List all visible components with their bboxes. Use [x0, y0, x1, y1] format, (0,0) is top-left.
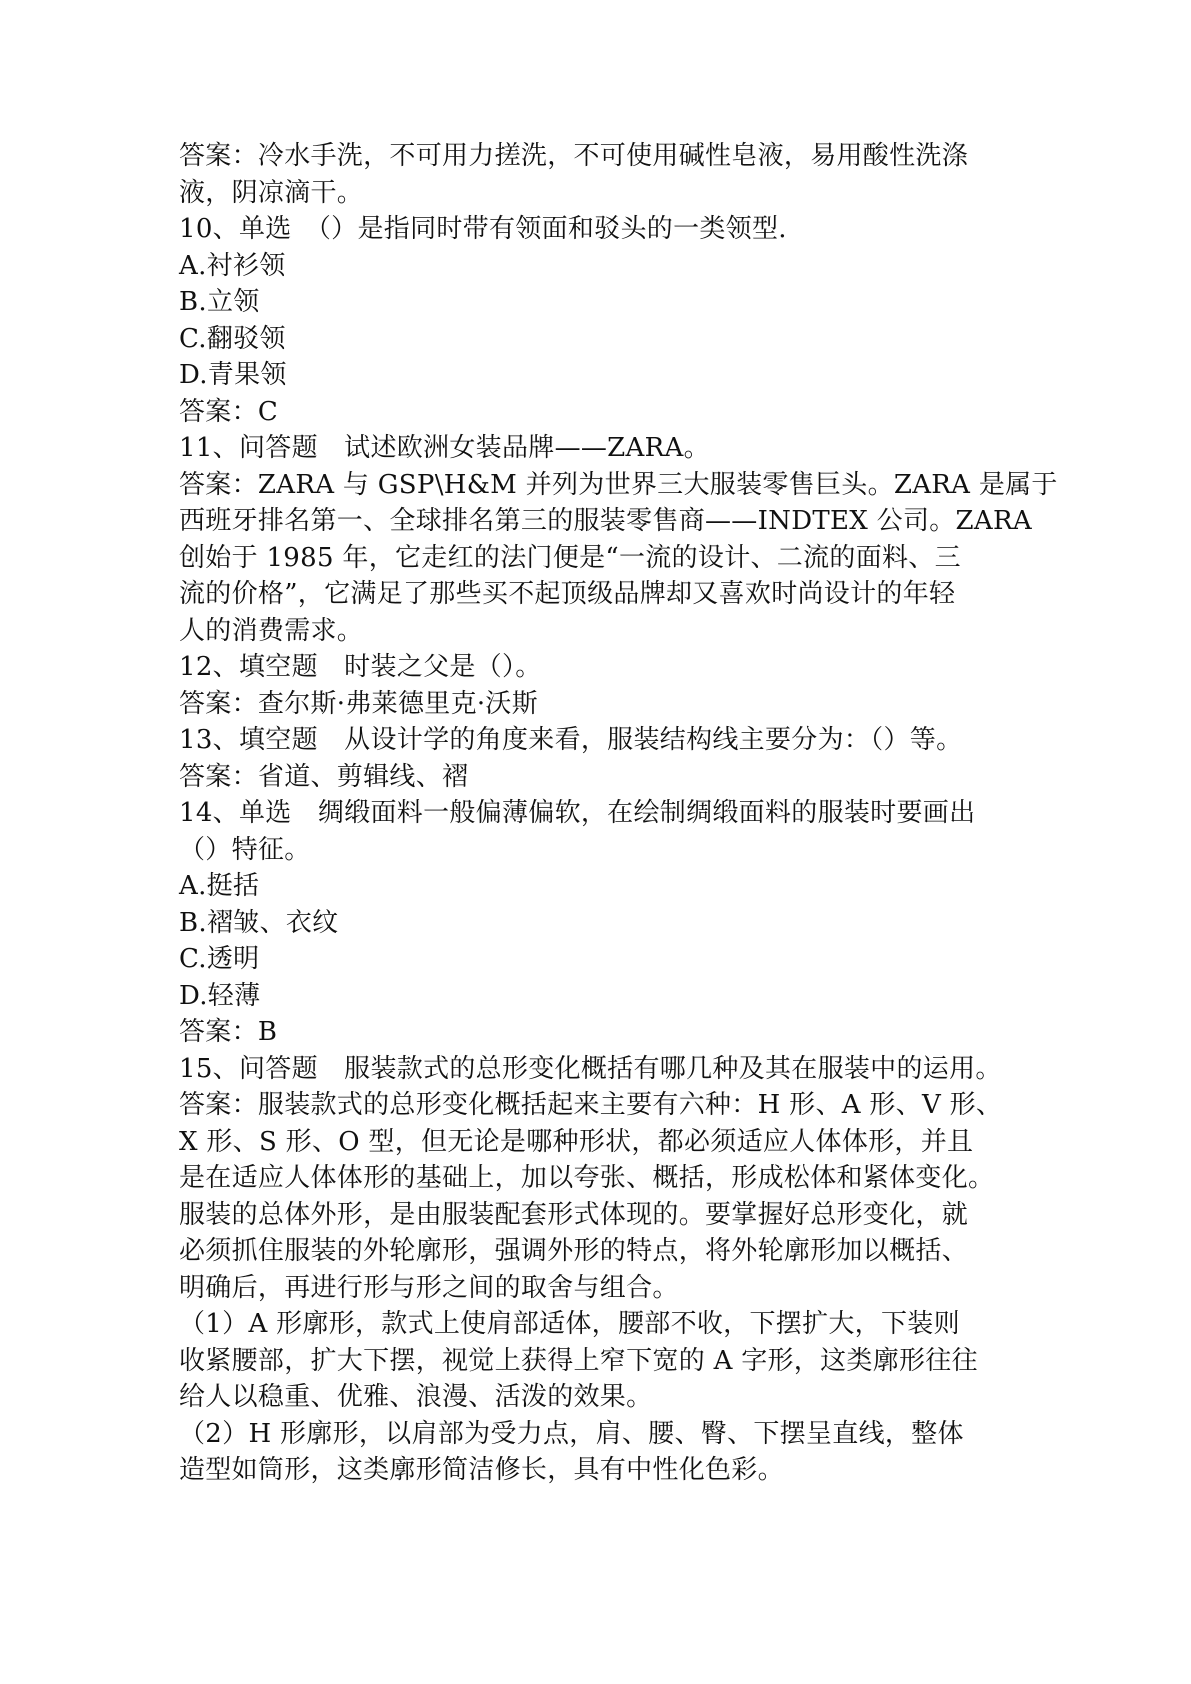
answer-11-line-3: 创始于 1985 年，它走红的法门便是“一流的设计、二流的面料、三 — [179, 542, 961, 573]
document-body — [179, 138, 1058, 1489]
answer-11-line-2: 西班牙排名第一、全球排名第三的服装零售商——INDTEX 公司。ZARA — [179, 506, 1032, 536]
answer-15-line-6: 明确后，再进行形与形之间的取舍与组合。 — [179, 1272, 679, 1303]
question-12: 12、填空题 时装之父是（）。 — [179, 652, 542, 682]
answer-15-line-11: 造型如筒形，这类廓形简洁修长，具有中性化色彩。 — [179, 1455, 784, 1485]
answer-15-line-7: （1）A 形廓形，款式上使肩部适体，腰部不收，下摆扩大，下装则 — [179, 1309, 960, 1339]
answer-15-line-1: 答案：服装款式的总形变化概括起来主要有六种：H 形、A 形、V 形、 — [179, 1090, 1003, 1120]
question-10-option-b: B.立领 — [179, 287, 260, 317]
answer-15-line-5: 必须抓住服装的外轮廓形，强调外形的特点，将外轮廓形加以概括、 — [179, 1236, 969, 1266]
answer-15-line-2: X 形、S 形、O 型，但无论是哪种形状，都必须适应人体体形，并且 — [179, 1126, 974, 1157]
question-14-line-1: 14、单选 绸缎面料一般偏薄偏软，在绘制绸缎面料的服装时要画出 — [179, 798, 976, 828]
answer-11-line-4: 流的价格”，它满足了那些买不起顶级品牌却又喜欢时尚设计的年轻 — [179, 579, 956, 609]
answer-13: 答案：省道、剪辑线、褶 — [179, 761, 469, 792]
answer-14: 答案：B — [179, 1017, 278, 1047]
answer-10: 答案：C — [179, 396, 279, 427]
question-14-option-b: B.褶皱、衣纹 — [179, 907, 339, 938]
answer-15-line-3: 是在适应人体体形的基础上，加以夸张、概括，形成松体和紧体变化。 — [179, 1163, 995, 1193]
question-10: 10、单选 （）是指同时带有领面和驳头的一类领型. — [179, 214, 787, 244]
question-14-line-2: （）特征。 — [179, 834, 311, 865]
question-14-option-d: D.轻薄 — [179, 980, 261, 1011]
question-14-option-c: C.透明 — [179, 944, 260, 974]
answer-15-line-9: 给人以稳重、优雅、浪漫、活泼的效果。 — [179, 1382, 653, 1412]
answer-15-line-8: 收紧腰部，扩大下摆，视觉上获得上窄下宽的 A 字形，这类廓形往往 — [179, 1345, 978, 1376]
question-10-option-d: D.青果领 — [179, 360, 287, 390]
answer-15-line-4: 服装的总体外形，是由服装配套形式体现的。要掌握好总形变化，就 — [179, 1199, 969, 1230]
answer-12: 答案：查尔斯·弗莱德里克·沃斯 — [179, 688, 539, 719]
answer-11-line-5: 人的消费需求。 — [179, 615, 364, 646]
answer-15-line-10: （2）H 形廓形，以肩部为受力点，肩、腰、臀、下摆呈直线，整体 — [179, 1418, 964, 1449]
question-15: 15、问答题 服装款式的总形变化概括有哪几种及其在服装中的运用。 — [179, 1053, 1002, 1084]
answer-9-line-2: 液，阴凉滴干。 — [179, 177, 364, 208]
answer-11-line-1: 答案：ZARA 与 GSP\H&M 并列为世界三大服装零售巨头。ZARA 是属于 — [179, 469, 1058, 500]
question-13: 13、填空题 从设计学的角度来看，服装结构线主要分为：（）等。 — [179, 725, 963, 755]
answer-9-line-1: 答案：冷水手洗，不可用力搓洗，不可使用碱性皂液，易用酸性洗涤 — [179, 141, 969, 171]
question-10-option-a: A.衬衫领 — [179, 250, 286, 281]
question-10-option-c: C.翻驳领 — [179, 323, 286, 354]
question-14-option-a: A.挺括 — [179, 871, 260, 901]
question-11: 11、问答题 试述欧洲女装品牌——ZARA。 — [179, 433, 710, 463]
